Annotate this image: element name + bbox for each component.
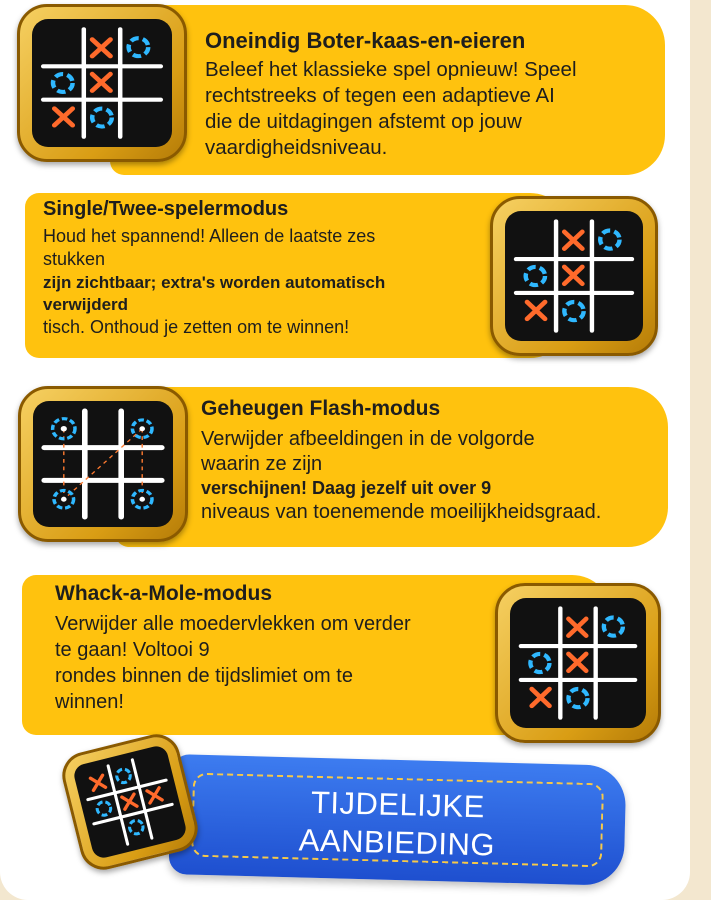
tic-tac-toe-board-icon: [495, 583, 661, 743]
memory-grid-icon: [18, 386, 188, 542]
feature-description-line: verschijnen! Daag jezelf uit over 9: [201, 478, 492, 498]
feature-description-line: die de uitdagingen afstemt op jouw: [205, 110, 522, 134]
feature-description-line: Beleef het klassieke spel opnieuw! Speel: [205, 58, 577, 81]
feature-description-line: Verwijder alle moedervlekken om verder: [55, 613, 411, 635]
feature-title: Geheugen Flash-modus: [201, 397, 441, 420]
feature-description-line: rechtstreeks of tegen een adaptieve AI: [205, 84, 555, 108]
feature-title: Single/Twee-spelermodus: [43, 198, 289, 220]
feature-card-memory-flash[interactable]: [115, 387, 668, 547]
feature-description-line: Houd het spannend! Alleen de laatste zes: [43, 226, 376, 246]
feature-description-line: zijn zichtbaar; extra's worden automatisch: [43, 272, 386, 292]
feature-description-line: rondes binnen de tijdslimiet om te: [55, 665, 353, 687]
offer-label: [209, 781, 586, 866]
feature-description-line: winnen!: [55, 691, 124, 713]
feature-title: Oneindig Boter-kaas-en-eieren: [205, 28, 526, 53]
limited-offer-button[interactable]: [169, 754, 627, 886]
tic-tac-toe-board-icon: [490, 196, 658, 356]
feature-card-two-player[interactable]: [25, 193, 570, 358]
feature-description-line: Verwijder afbeeldingen in de volgorde: [201, 428, 535, 450]
feature-description-line: tisch. Onthoud je zetten om te winnen!: [43, 316, 350, 337]
offer-line: AANBIEDING: [298, 822, 496, 863]
feature-card-classic[interactable]: [110, 5, 665, 175]
feature-description-line: niveaus van toenemende moeilijkheidsgraad.: [201, 500, 602, 523]
feature-description-line: verwijderd: [43, 294, 129, 314]
feature-description-line: vaardigheidsniveau.: [205, 136, 388, 160]
offer-line: TIJDELIJKE: [310, 784, 486, 825]
tic-tac-toe-board-icon: [17, 4, 187, 162]
feature-description-line: stukken: [43, 249, 106, 270]
feature-description-line: waarin ze zijn: [201, 453, 323, 475]
feature-description-line: te gaan! Voltooi 9: [55, 639, 210, 661]
feature-title: Whack-a-Mole-modus: [55, 582, 273, 605]
